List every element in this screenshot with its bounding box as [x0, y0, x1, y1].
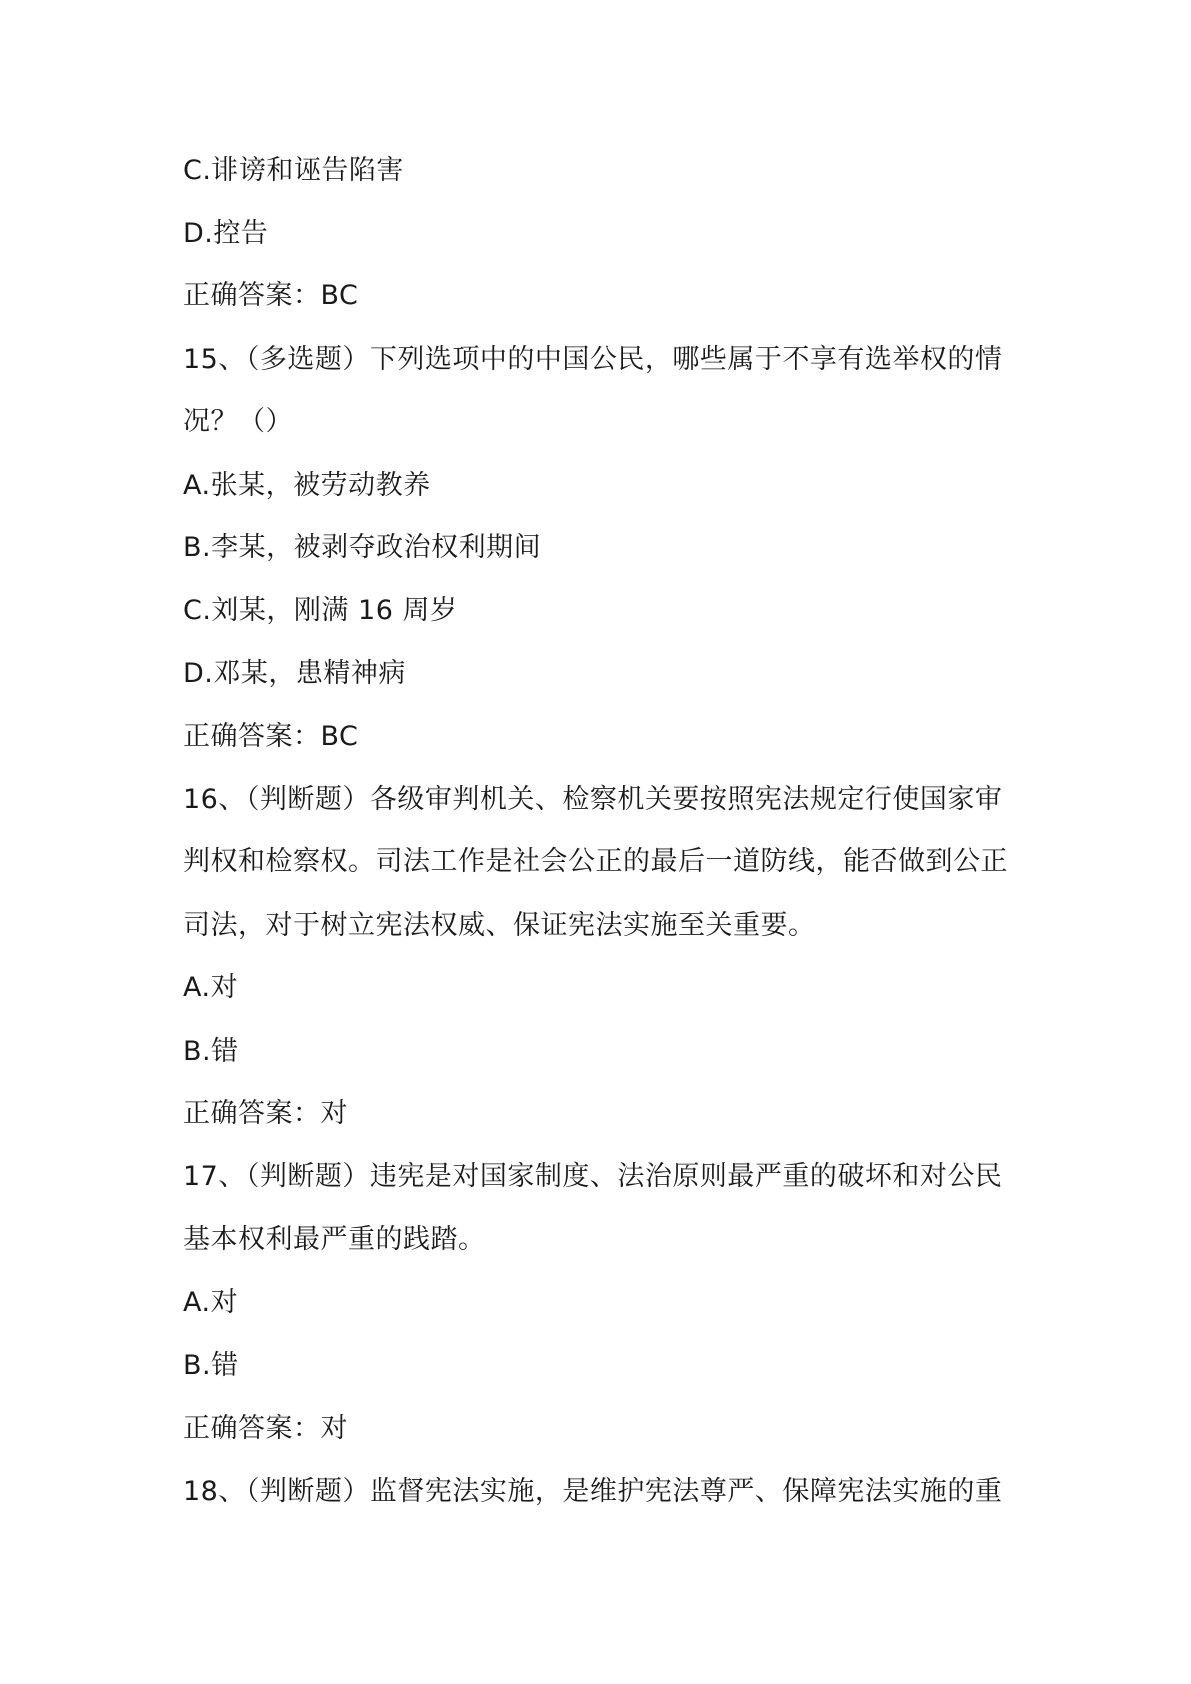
- question-17-line-2: 基本权利最严重的践踏。: [183, 1224, 486, 1255]
- option-b-q16: B.错: [183, 1036, 239, 1067]
- answer-q15: 正确答案：BC: [183, 721, 359, 752]
- option-b-q17: B.错: [183, 1350, 239, 1381]
- question-17-line-1: 17、（判断题）违宪是对国家制度、法治原则最严重的破坏和对公民: [183, 1161, 1003, 1192]
- option-a-q15: A.张某，被劳动教养: [183, 470, 431, 501]
- question-15-line-2: 况？（）: [183, 406, 293, 437]
- option-c-q14: C.诽谤和诬告陷害: [183, 155, 404, 186]
- question-15-line-1: 15、（多选题）下列选项中的中国公民，哪些属于不享有选举权的情: [183, 344, 1003, 375]
- answer-q16: 正确答案：对: [183, 1098, 348, 1129]
- option-d-q15: D.邓某，患精神病: [183, 658, 406, 689]
- question-16-line-1: 16、（判断题）各级审判机关、检察机关要按照宪法规定行使国家审: [183, 784, 1003, 815]
- answer-q17: 正确答案：对: [183, 1413, 348, 1444]
- question-16-line-3: 司法，对于树立宪法权威、保证宪法实施至关重要。: [183, 910, 816, 941]
- option-a-q16: A.对: [183, 972, 239, 1003]
- option-a-q17: A.对: [183, 1287, 239, 1318]
- option-c-q15: C.刘某，刚满 16 周岁: [183, 595, 458, 626]
- question-18-line-1: 18、（判断题）监督宪法实施，是维护宪法尊严、保障宪法实施的重: [183, 1476, 1003, 1507]
- option-b-q15: B.李某，被剥夺政治权利期间: [183, 532, 542, 563]
- question-16-line-2: 判权和检察权。司法工作是社会公正的最后一道防线，能否做到公正: [183, 846, 1008, 877]
- answer-q14: 正确答案：BC: [183, 280, 359, 311]
- option-d-q14: D.控告: [183, 218, 269, 249]
